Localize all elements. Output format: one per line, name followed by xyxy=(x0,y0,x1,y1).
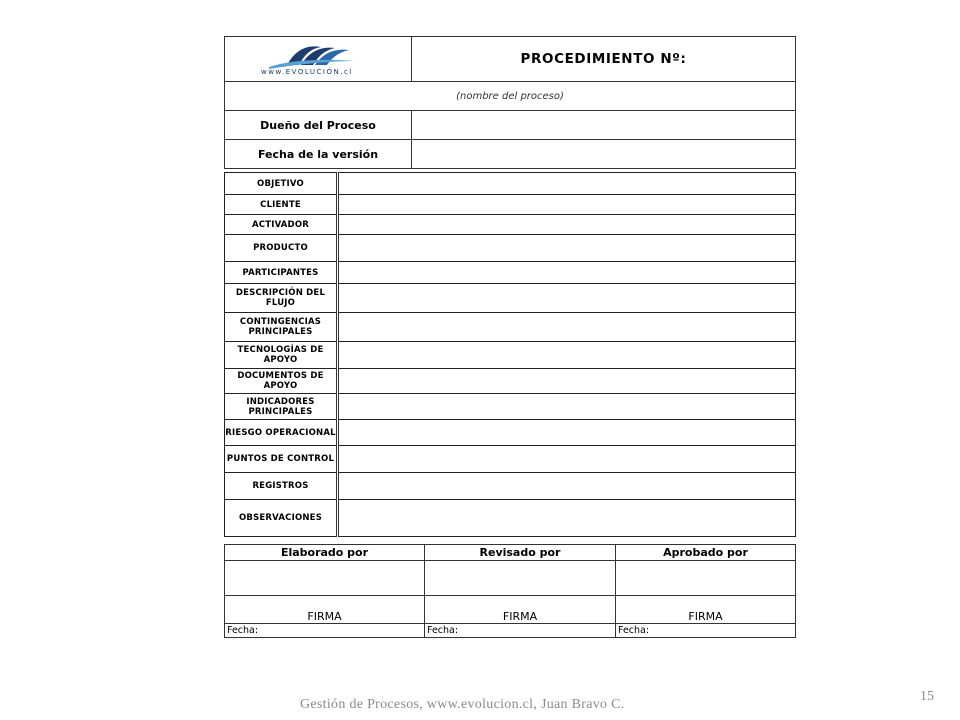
row-value-field[interactable] xyxy=(338,342,796,369)
row-label: DESCRIPCIÓN DEL FLUJO xyxy=(225,284,338,313)
aprobado-fecha-field[interactable]: Fecha: xyxy=(616,624,796,638)
elaborado-por-name-field[interactable] xyxy=(225,561,425,596)
row-value-field[interactable] xyxy=(338,369,796,394)
row-value-field[interactable] xyxy=(338,235,796,262)
elaborado-firma-field[interactable]: FIRMA xyxy=(225,596,425,624)
row-value-field[interactable] xyxy=(338,284,796,313)
signature-table xyxy=(224,544,796,638)
row-value-field[interactable] xyxy=(338,262,796,284)
version-date-label: Fecha de la versión xyxy=(225,140,412,169)
aprobado-por-name-field[interactable] xyxy=(616,561,796,596)
row-label: OBJETIVO xyxy=(225,173,338,195)
row-value-field[interactable] xyxy=(338,173,796,195)
footer-text: Gestión de Procesos, www.evolucion.cl, Juan Bravo C. xyxy=(300,697,625,712)
row-label: OBSERVACIONES xyxy=(225,500,338,537)
page-number: 15 xyxy=(920,689,934,704)
row-value-field[interactable] xyxy=(338,446,796,473)
row-label: RIESGO OPERACIONAL xyxy=(225,420,338,446)
aprobado-firma-field[interactable]: FIRMA xyxy=(616,596,796,624)
row-label: CONTINGENCIAS PRINCIPALES xyxy=(225,313,338,342)
row-value-field[interactable] xyxy=(338,313,796,342)
row-value-field[interactable] xyxy=(338,195,796,215)
row-value-field[interactable] xyxy=(338,215,796,235)
header-table xyxy=(224,36,796,169)
elaborado-fecha-field[interactable]: Fecha: xyxy=(225,624,425,638)
logo-text: www.EVOLUCIÓN.cl xyxy=(261,68,353,76)
row-label: DOCUMENTOS DE APOYO xyxy=(225,369,338,394)
row-label: PUNTOS DE CONTROL xyxy=(225,446,338,473)
row-label: REGISTROS xyxy=(225,473,338,500)
procedure-title: PROCEDIMIENTO Nº: xyxy=(412,37,796,82)
revisado-firma-field[interactable]: FIRMA xyxy=(425,596,616,624)
row-label: INDICADORES PRINCIPALES xyxy=(225,394,338,420)
process-owner-label: Dueño del Proceso xyxy=(225,111,412,140)
process-name-field[interactable]: (nombre del proceso) xyxy=(225,82,796,111)
row-value-field[interactable] xyxy=(338,473,796,500)
procedure-fields-table xyxy=(224,172,796,537)
row-value-field[interactable] xyxy=(338,500,796,537)
row-label: PRODUCTO xyxy=(225,235,338,262)
aprobado-por-header: Aprobado por xyxy=(616,545,796,561)
revisado-por-header: Revisado por xyxy=(425,545,616,561)
revisado-por-name-field[interactable] xyxy=(425,561,616,596)
elaborado-por-header: Elaborado por xyxy=(225,545,425,561)
row-label: PARTICIPANTES xyxy=(225,262,338,284)
logo-cell xyxy=(225,37,412,82)
row-value-field[interactable] xyxy=(338,420,796,446)
evolucion-logo xyxy=(259,43,359,77)
row-label: TECNOLOGÍAS DE APOYO xyxy=(225,342,338,369)
row-label: CLIENTE xyxy=(225,195,338,215)
process-owner-field[interactable] xyxy=(412,111,796,140)
revisado-fecha-field[interactable]: Fecha: xyxy=(425,624,616,638)
row-label: ACTIVADOR xyxy=(225,215,338,235)
version-date-field[interactable] xyxy=(412,140,796,169)
row-value-field[interactable] xyxy=(338,394,796,420)
